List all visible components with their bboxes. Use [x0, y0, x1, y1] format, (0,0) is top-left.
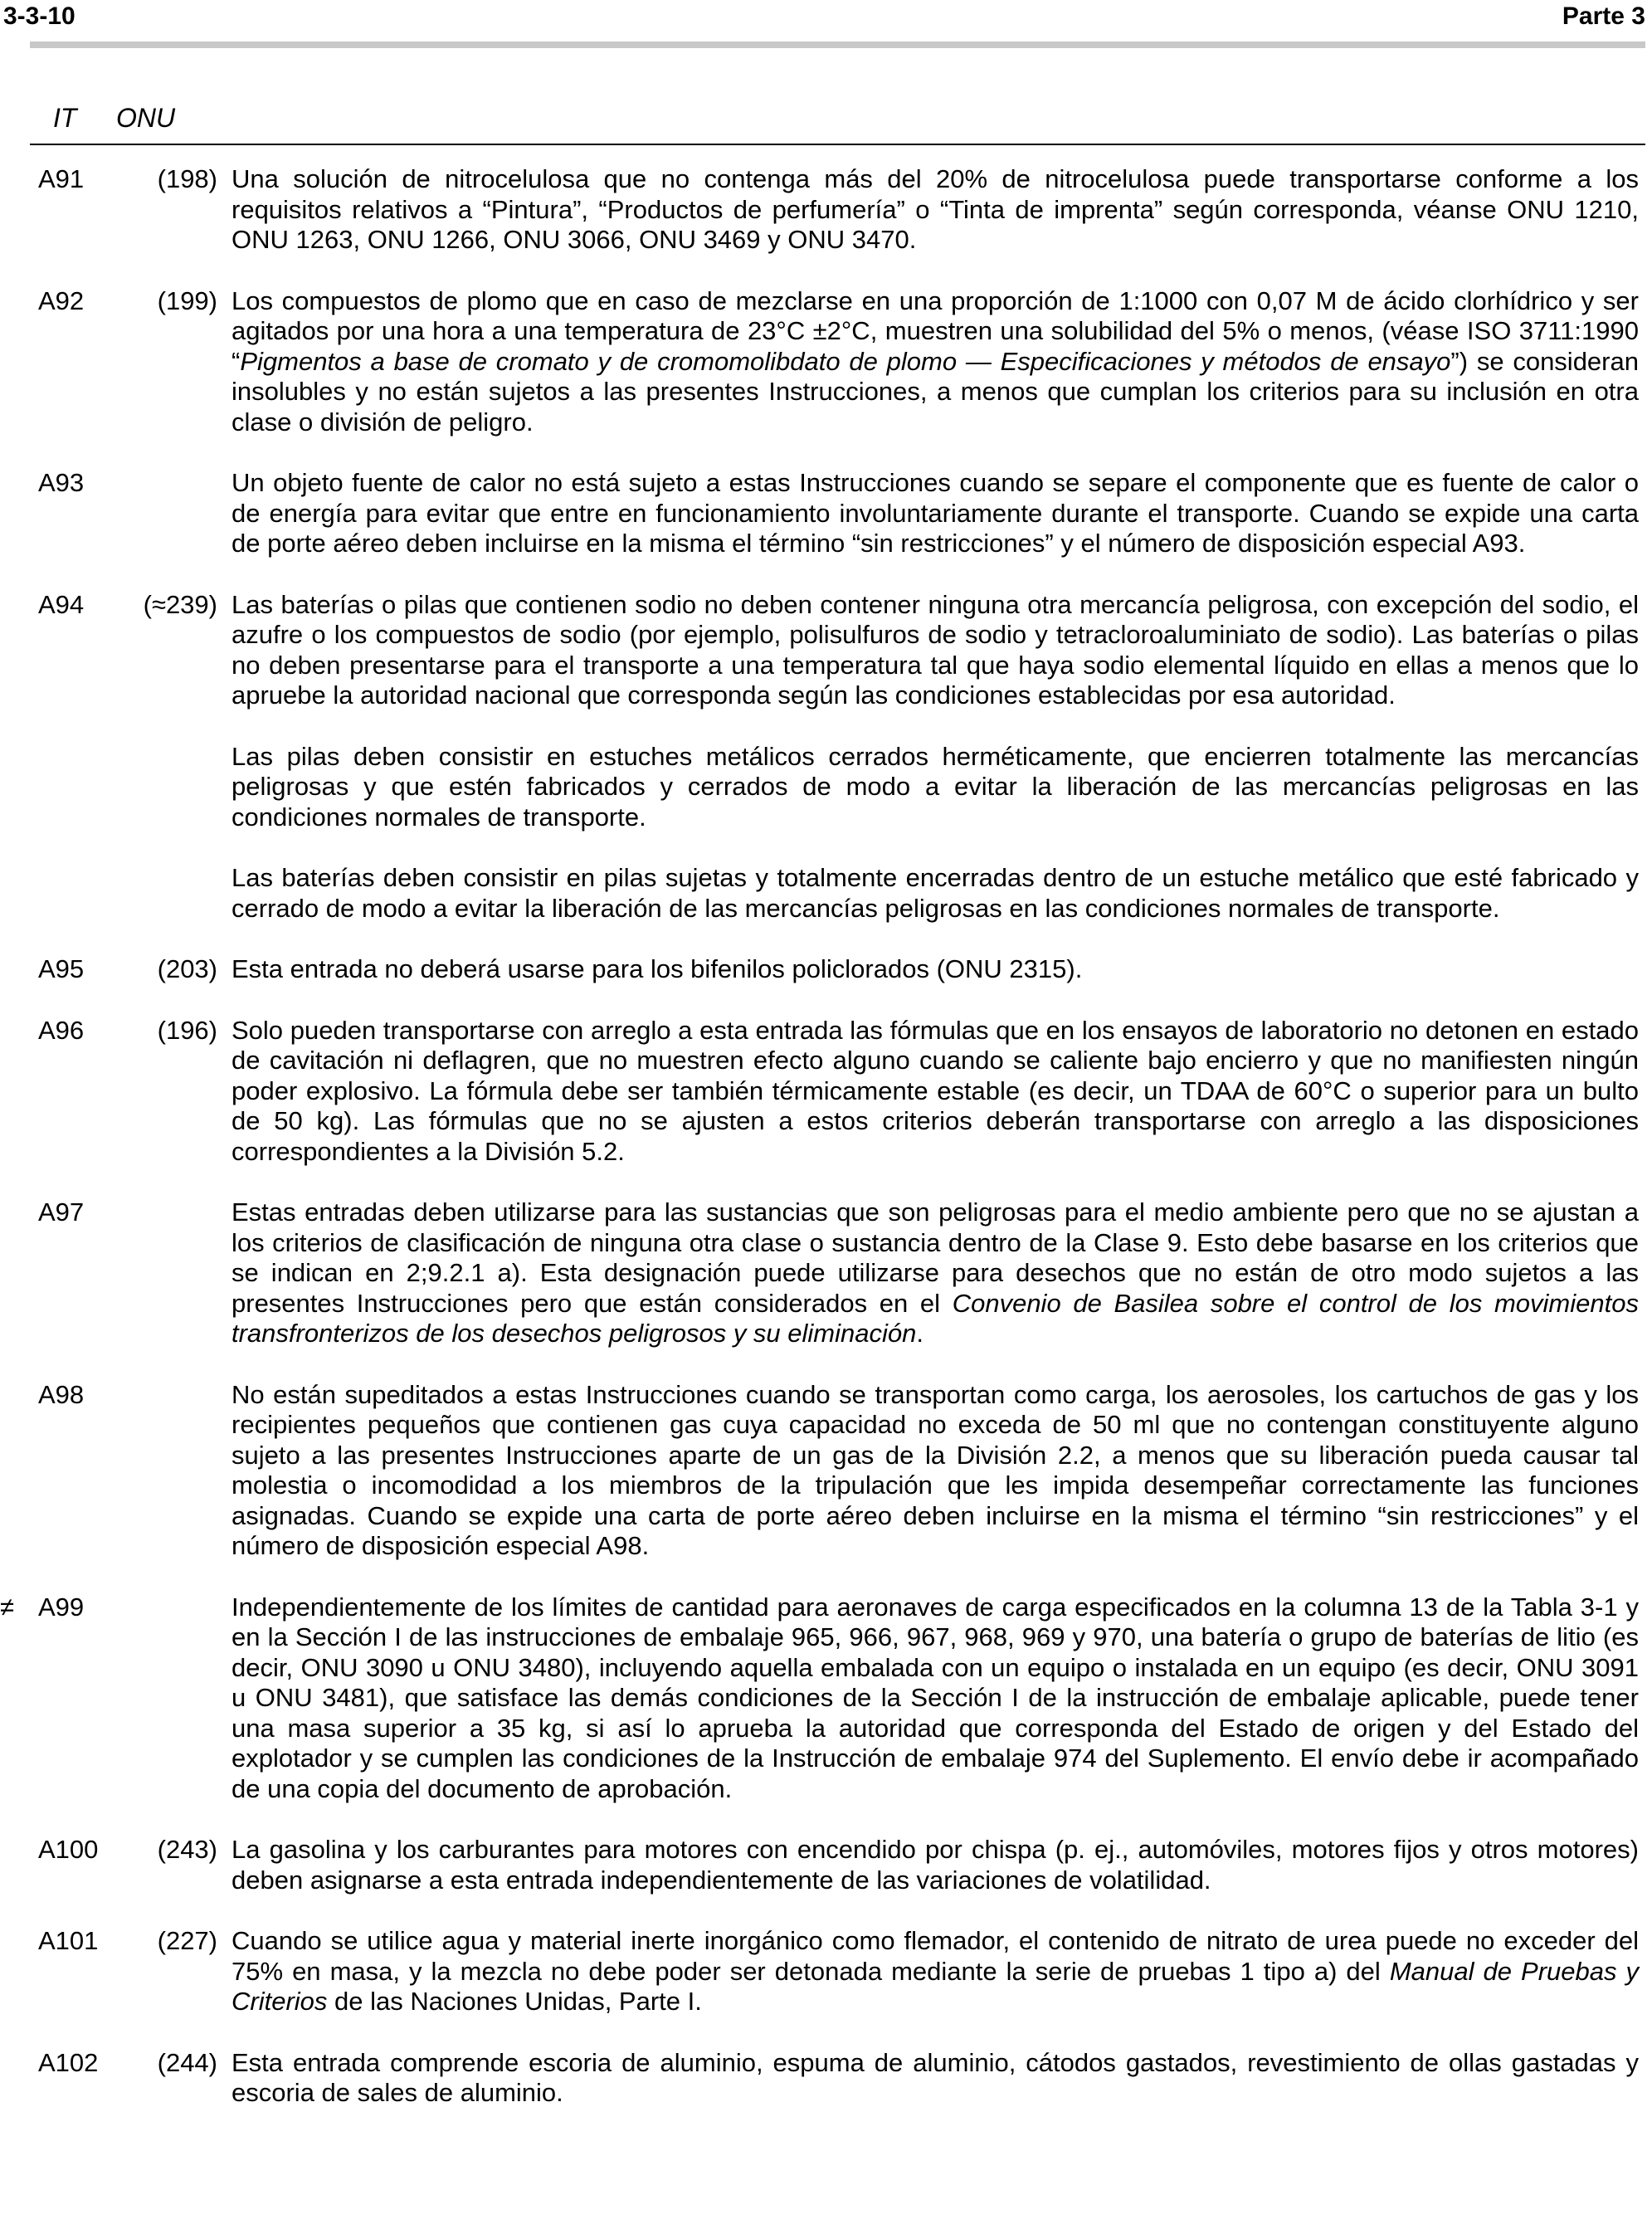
provision-text: [231, 1016, 1639, 1168]
provision-paragraph: [231, 1926, 1639, 2017]
text-run: de las Naciones Unidas, Parte I.: [327, 1987, 702, 2016]
provision-paragraph: [231, 1016, 1639, 1168]
provision-code: A92: [38, 285, 85, 315]
provision-paragraph: [231, 863, 1639, 924]
un-reference: (198): [157, 164, 217, 193]
provision-text: [231, 1835, 1639, 1895]
text-run: ”) se consideran insolubles y no están sujetos a las presentes Instrucciones, a menos que cumplan los criterios para su inclusión en otra clase o división de peligro.: [231, 346, 1639, 437]
italic-reference-text: Convenio de Basilea sobre el control de los movimientos transfronterizos de los desechos peligrosos y su eliminación: [231, 1288, 1639, 1348]
provision-code: A98: [38, 1379, 85, 1409]
provision-text: [231, 1197, 1639, 1349]
provision-code: A101: [38, 1926, 99, 1955]
text-run: Los compuestos de plomo que en caso de mezclarse en una proporción de 1:1000 con 0,07 M de ácido clorhídrico y ser agitados por una hora a una temperatura de 23°C ±2°C, muestren una solubilidad del 5% o menos, (véase ISO 3711:1990 “: [231, 285, 1639, 376]
provision-paragraph: [231, 2048, 1639, 2109]
un-reference: (196): [157, 1015, 217, 1045]
italic-reference-text: Pigmentos a base de cromato y de cromomolibdato de plomo — Especificaciones y métodos de ensayo: [240, 346, 1451, 376]
un-reference: (227): [157, 1926, 217, 1955]
text-run: No están supeditados a estas Instrucciones cuando se transportan como carga, los aerosoles, los cartuchos de gas y los recipientes pequeños que contienen gas cuya capacidad no exceda de 50 ml que no contengan constituyente alguno sujeto a las presentes Instrucciones aparte de un gas de la División 2.2, a menos que su liberación pueda causar tal molestia o incomodidad a los miembros de la tripulación que les impida desempeñar correctamente las funciones asignadas. Cuando se expide una carta de porte aéreo deben incluirse en la misma el término “sin restricciones” y el número de disposición especial A98.: [231, 1379, 1639, 1560]
text-run: Independientemente de los límites de cantidad para aeronaves de carga especificados en la columna 13 de la Tabla 3-1 y en la Sección I de las instrucciones de embalaje 965, 966, 967, 968, 969 y 970, una batería o grupo de baterías de litio (es decir, ONU 3090 u ONU 3480), incluyendo aquella embalada con un equipo o instalada en un equipo (es decir, ONU 3091 u ONU 3481), que satisface las demás condiciones de la Sección I de la instrucción de embalaje aplicable, puede tener una masa superior a 35 kg, si así lo aprueba la autoridad que corresponda del Estado de origen y del Estado del explotador y se cumplen las condiciones de la Instrucción de embalaje 974 del Suplemento. El envío debe ir acompañado de una copia del documento de aprobación.: [231, 1592, 1639, 1803]
column-header-it: IT: [53, 103, 77, 133]
provision-text: [231, 2048, 1639, 2109]
provision-text: [231, 468, 1639, 559]
provision-code: A91: [38, 164, 85, 193]
provision-entry: [0, 590, 1652, 924]
text-run: Un objeto fuente de calor no está sujeto a estas Instrucciones cuando se separe el componente que es fuente de calor o de energía para evitar que entre en funcionamiento involuntariamente durante el transporte. Cuando se expide una carta de porte aéreo deben incluirse en la misma el término “sin restricciones” y el número de disposición especial A93.: [231, 468, 1639, 558]
page-header: [0, 0, 1652, 45]
provision-paragraph: [231, 1835, 1639, 1895]
un-reference: (243): [157, 1835, 217, 1864]
text-run: Estas entradas deben utilizarse para las sustancias que son peligrosas para el medio ambiente pero que no se ajustan a los criterios de clasificación de ninguna otra clase o sustancia dentro de la Clase 9. Esto debe basarse en los criterios que se indican en 2;9.2.1 a). Esta designación puede utilizarse para desechos que no están de otro modo sujetos a las presentes Instrucciones pero que están considerados en el: [231, 1197, 1639, 1318]
text-run: La gasolina y los carburantes para motores con encendido por chispa (p. ej., automóviles, motores fijos y otros motores) deben asignarse a esta entrada independientemente de las variaciones de volatilidad.: [231, 1835, 1639, 1895]
provision-text: [231, 590, 1639, 924]
text-run: Las pilas deben consistir en estuches metálicos cerrados herméticamente, que encierren totalmente las mercancías peligrosas y que estén fabricados y cerrados de modo a evitar la liberación de las mercancías peligrosas en las condiciones normales de transporte.: [231, 741, 1639, 832]
provision-entry: [0, 164, 1652, 256]
provision-entry: [0, 1016, 1652, 1168]
provision-code: A97: [38, 1197, 85, 1227]
text-run: Una solución de nitrocelulosa que no contenga más del 20% de nitrocelulosa puede transportarse conforme a los requisitos relativos a “Pintura”, “Productos de perfumería” o “Tinta de imprenta” según corresponda, véanse ONU 1210, ONU 1263, ONU 1266, ONU 3066, ONU 3469 y ONU 3470.: [231, 164, 1639, 254]
provision-text: [231, 1926, 1639, 2017]
provision-code: A95: [38, 954, 85, 983]
provision-entry: [0, 954, 1652, 985]
provision-entry: [0, 468, 1652, 559]
provision-text: [231, 1380, 1639, 1562]
provision-paragraph: [231, 742, 1639, 833]
column-header-divider: [30, 144, 1645, 145]
provision-code: A93: [38, 468, 85, 497]
provision-code: A99: [38, 1592, 85, 1622]
un-reference: (244): [157, 2047, 217, 2077]
text-run: .: [916, 1319, 923, 1348]
special-provisions-list: [0, 164, 1652, 2139]
text-run: Esta entrada no deberá usarse para los bifenilos policlorados (ONU 2315).: [231, 954, 1083, 983]
provision-paragraph: [231, 164, 1639, 256]
provision-text: [231, 164, 1639, 256]
provision-text: [231, 1592, 1639, 1805]
text-run: Las baterías deben consistir en pilas sujetas y totalmente encerradas dentro de un estuche metálico que esté fabricado y cerrado de modo a evitar la liberación de las mercancías peligrosas en las condiciones normales de transporte.: [231, 863, 1639, 923]
provision-paragraph: [231, 1380, 1639, 1562]
text-run: Solo pueden transportarse con arreglo a esta entrada las fórmulas que en los ensayos de laboratorio no detonen en estado de cavitación ni deflagren, que no muestren efecto alguno cuando se caliente bajo encierro y que no manifiesten ningún poder explosivo. La fórmula debe ser también térmicamente estable (es decir, un TDAA de 60°C o superior para un bulto de 50 kg). Las fórmulas que no se ajusten a estos criterios deberán transportarse con arreglo a las disposiciones correspondientes a la División 5.2.: [231, 1015, 1639, 1166]
change-marker: ≠: [0, 1592, 15, 1622]
provision-paragraph: [231, 286, 1639, 438]
part-label: Parte 3: [1562, 2, 1645, 30]
page-number: 3-3-10: [3, 2, 76, 30]
provision-entry: [0, 1197, 1652, 1349]
provision-code: A94: [38, 589, 85, 619]
text-run: Las baterías o pilas que contienen sodio no deben contener ninguna otra mercancía peligrosa, con excepción del sodio, el azufre o los compuestos de sodio (por ejemplo, polisulfuros de sodio y tetracloroaluminiato de sodio). Las baterías o pilas no deben presentarse para el transporte a una temperatura tal que haya sodio elemental líquido en ellas a menos que lo apruebe la autoridad nacional que corresponda según las condiciones establecidas por esa autoridad.: [231, 589, 1639, 710]
provision-paragraph: [231, 1592, 1639, 1805]
provision-entry: [0, 1592, 1652, 1805]
header-divider: [30, 41, 1645, 48]
un-reference: (≈239): [143, 589, 217, 619]
provision-code: A96: [38, 1015, 85, 1045]
un-reference: (199): [157, 285, 217, 315]
provision-entry: [0, 286, 1652, 438]
provision-paragraph: [231, 468, 1639, 559]
provision-paragraph: [231, 1197, 1639, 1349]
text-run: Cuando se utilice agua y material inerte inorgánico como flemador, el contenido de nitrato de urea puede no exceder del 75% en masa, y la mezcla no debe poder ser detonada mediante la serie de pruebas 1 tipo a) del: [231, 1926, 1639, 1986]
un-reference: (203): [157, 954, 217, 983]
provision-text: [231, 286, 1639, 438]
provision-paragraph: [231, 954, 1639, 985]
provision-entry: [0, 1380, 1652, 1562]
provision-entry: [0, 1835, 1652, 1895]
provision-entry: [0, 1926, 1652, 2017]
provision-entry: [0, 2048, 1652, 2109]
column-header-onu: ONU: [116, 103, 176, 133]
italic-reference-text: Manual de Pruebas y Criterios: [231, 1956, 1639, 2016]
provision-code: A100: [38, 1835, 99, 1864]
provision-paragraph: [231, 590, 1639, 711]
provision-text: [231, 954, 1639, 985]
text-run: Esta entrada comprende escoria de aluminio, espuma de aluminio, cátodos gastados, revestimiento de ollas gastadas y escoria de sales de aluminio.: [231, 2047, 1639, 2107]
provision-code: A102: [38, 2047, 99, 2077]
